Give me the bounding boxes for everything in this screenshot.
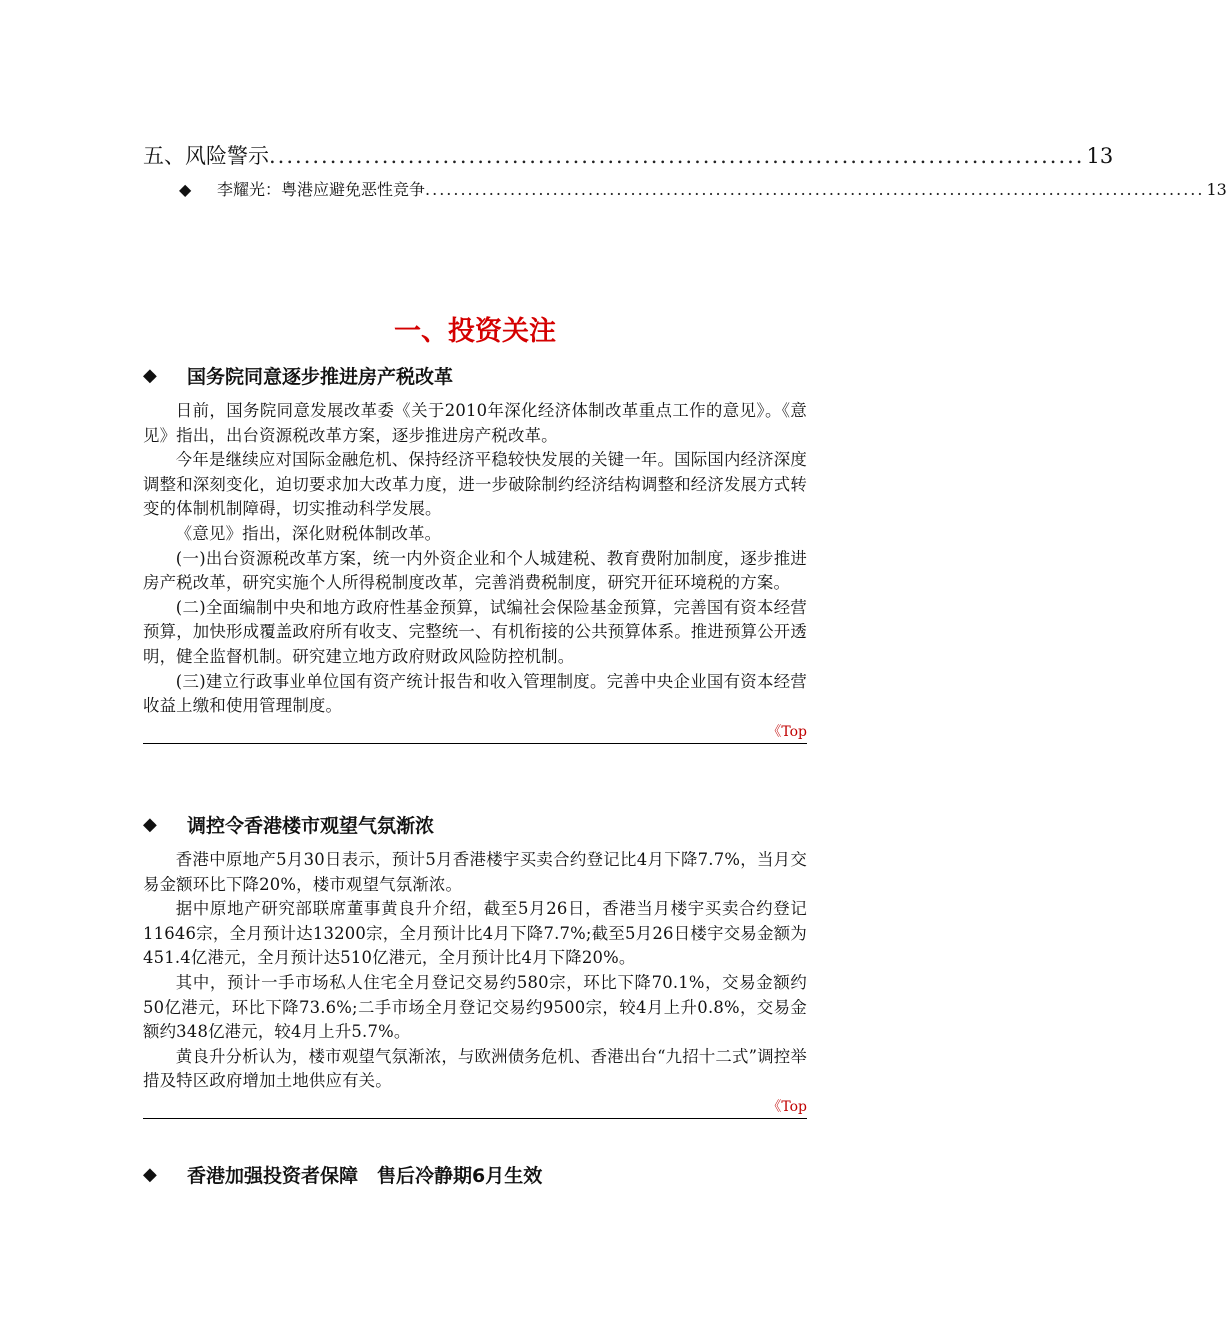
article-hk-investor-protection	[143, 1161, 807, 1187]
toc-leader-dots: ..............................................................................................................	[425, 180, 1205, 199]
article-paragraph: 其中，预计一手市场私人住宅全月登记交易约580宗，环比下降70.1%，交易金额约50亿港元，环比下降73.6%;二手市场全月登记交易约9500宗，较4月上升0.8%，交易金额约348亿港元，较4月上升5.7%。	[143, 972, 807, 1042]
article-paragraph: 香港中原地产5月30日表示，预计5月香港楼宇买卖合约登记比4月下降7.7%，当月交易金额环比下降20%，楼市观望气氛渐浓。	[143, 850, 807, 894]
diamond-bullet-icon: ◆	[143, 813, 157, 835]
toc-entry-risk-warning[interactable]	[143, 140, 1114, 170]
article-body	[143, 848, 807, 1094]
toc-leader-dots: ..............................................................................................	[269, 144, 1085, 168]
article-paragraph: (二)全面编制中央和地方政府性基金预算，试编社会保险基金预算，完善国有资本经营预算，加快形成覆盖政府所有收支、完整统一、有机衔接的公共预算体系。推进预算公开透明，健全监督机制。研究建立地方政府财政风险防控机制。	[143, 597, 807, 666]
article-paragraph: 黄良升分析认为，楼市观望气氛渐浓，与欧洲债务危机、香港出台“九招十二式”调控举措及特区政府增加土地供应有关。	[143, 1046, 807, 1091]
back-to-top-link[interactable]: 《Top	[767, 1098, 807, 1115]
diamond-bullet-icon: ◆	[143, 364, 157, 386]
toc-entry-label: 五、风险警示	[143, 144, 269, 168]
section-title: 一、投资关注	[394, 316, 556, 347]
article-paragraph: (一)出台资源税改革方案，统一内外资企业和个人城建税、教育费附加制度，逐步推进房产税改革，研究实施个人所得税制度改革，完善消费税制度，研究开征环境税的方案。	[143, 548, 807, 593]
article-hk-property-market	[143, 811, 807, 1119]
toc-entry-li-yaoguang[interactable]	[143, 177, 1227, 200]
toc-page-number: 13	[1086, 144, 1114, 168]
article-title: 香港加强投资者保障 售后冷静期6月生效	[187, 1164, 543, 1187]
article-title: 调控令香港楼市观望气氛渐浓	[187, 814, 435, 837]
article-body	[143, 399, 807, 719]
article-paragraph: 日前，国务院同意发展改革委《关于2010年深化经济体制改革重点工作的意见》。《意见》指出，出台资源税改革方案，逐步推进房产税改革。	[143, 401, 807, 445]
toc-page-number: 13	[1206, 180, 1227, 199]
diamond-bullet-icon: ◆	[179, 180, 192, 199]
toc-entry-label: 李耀光：粤港应避免恶性竞争	[217, 180, 426, 199]
section-divider	[143, 1118, 807, 1119]
article-paragraph: (三)建立行政事业单位国有资产统计报告和收入管理制度。完善中央企业国有资本经营收益上缴和使用管理制度。	[143, 671, 807, 716]
section-divider	[143, 743, 807, 744]
article-heading	[143, 811, 807, 837]
article-paragraph: 《意见》指出，深化财税体制改革。	[175, 523, 442, 543]
article-heading	[143, 362, 807, 388]
diamond-bullet-icon: ◆	[143, 1163, 157, 1185]
back-to-top-link[interactable]: 《Top	[767, 723, 807, 740]
article-paragraph: 据中原地产研究部联席董事黄良升介绍，截至5月26日，香港当月楼宇买卖合约登记11646宗，全月预计达13200宗，全月预计比4月下降7.7%;截至5月26日楼宇交易金额为451.4亿港元，全月预计达510亿港元，全月预计比4月下降20%。	[143, 899, 807, 968]
article-property-tax-reform	[143, 362, 807, 744]
article-paragraph: 今年是继续应对国际金融危机、保持经济平稳较快发展的关键一年。国际国内经济深度调整和深刻变化，迫切要求加大改革力度，进一步破除制约经济结构调整和经济发展方式转变的体制机制障碍，切实推动科学发展。	[143, 450, 807, 519]
article-title: 国务院同意逐步推进房产税改革	[187, 365, 454, 388]
article-heading	[143, 1161, 807, 1187]
